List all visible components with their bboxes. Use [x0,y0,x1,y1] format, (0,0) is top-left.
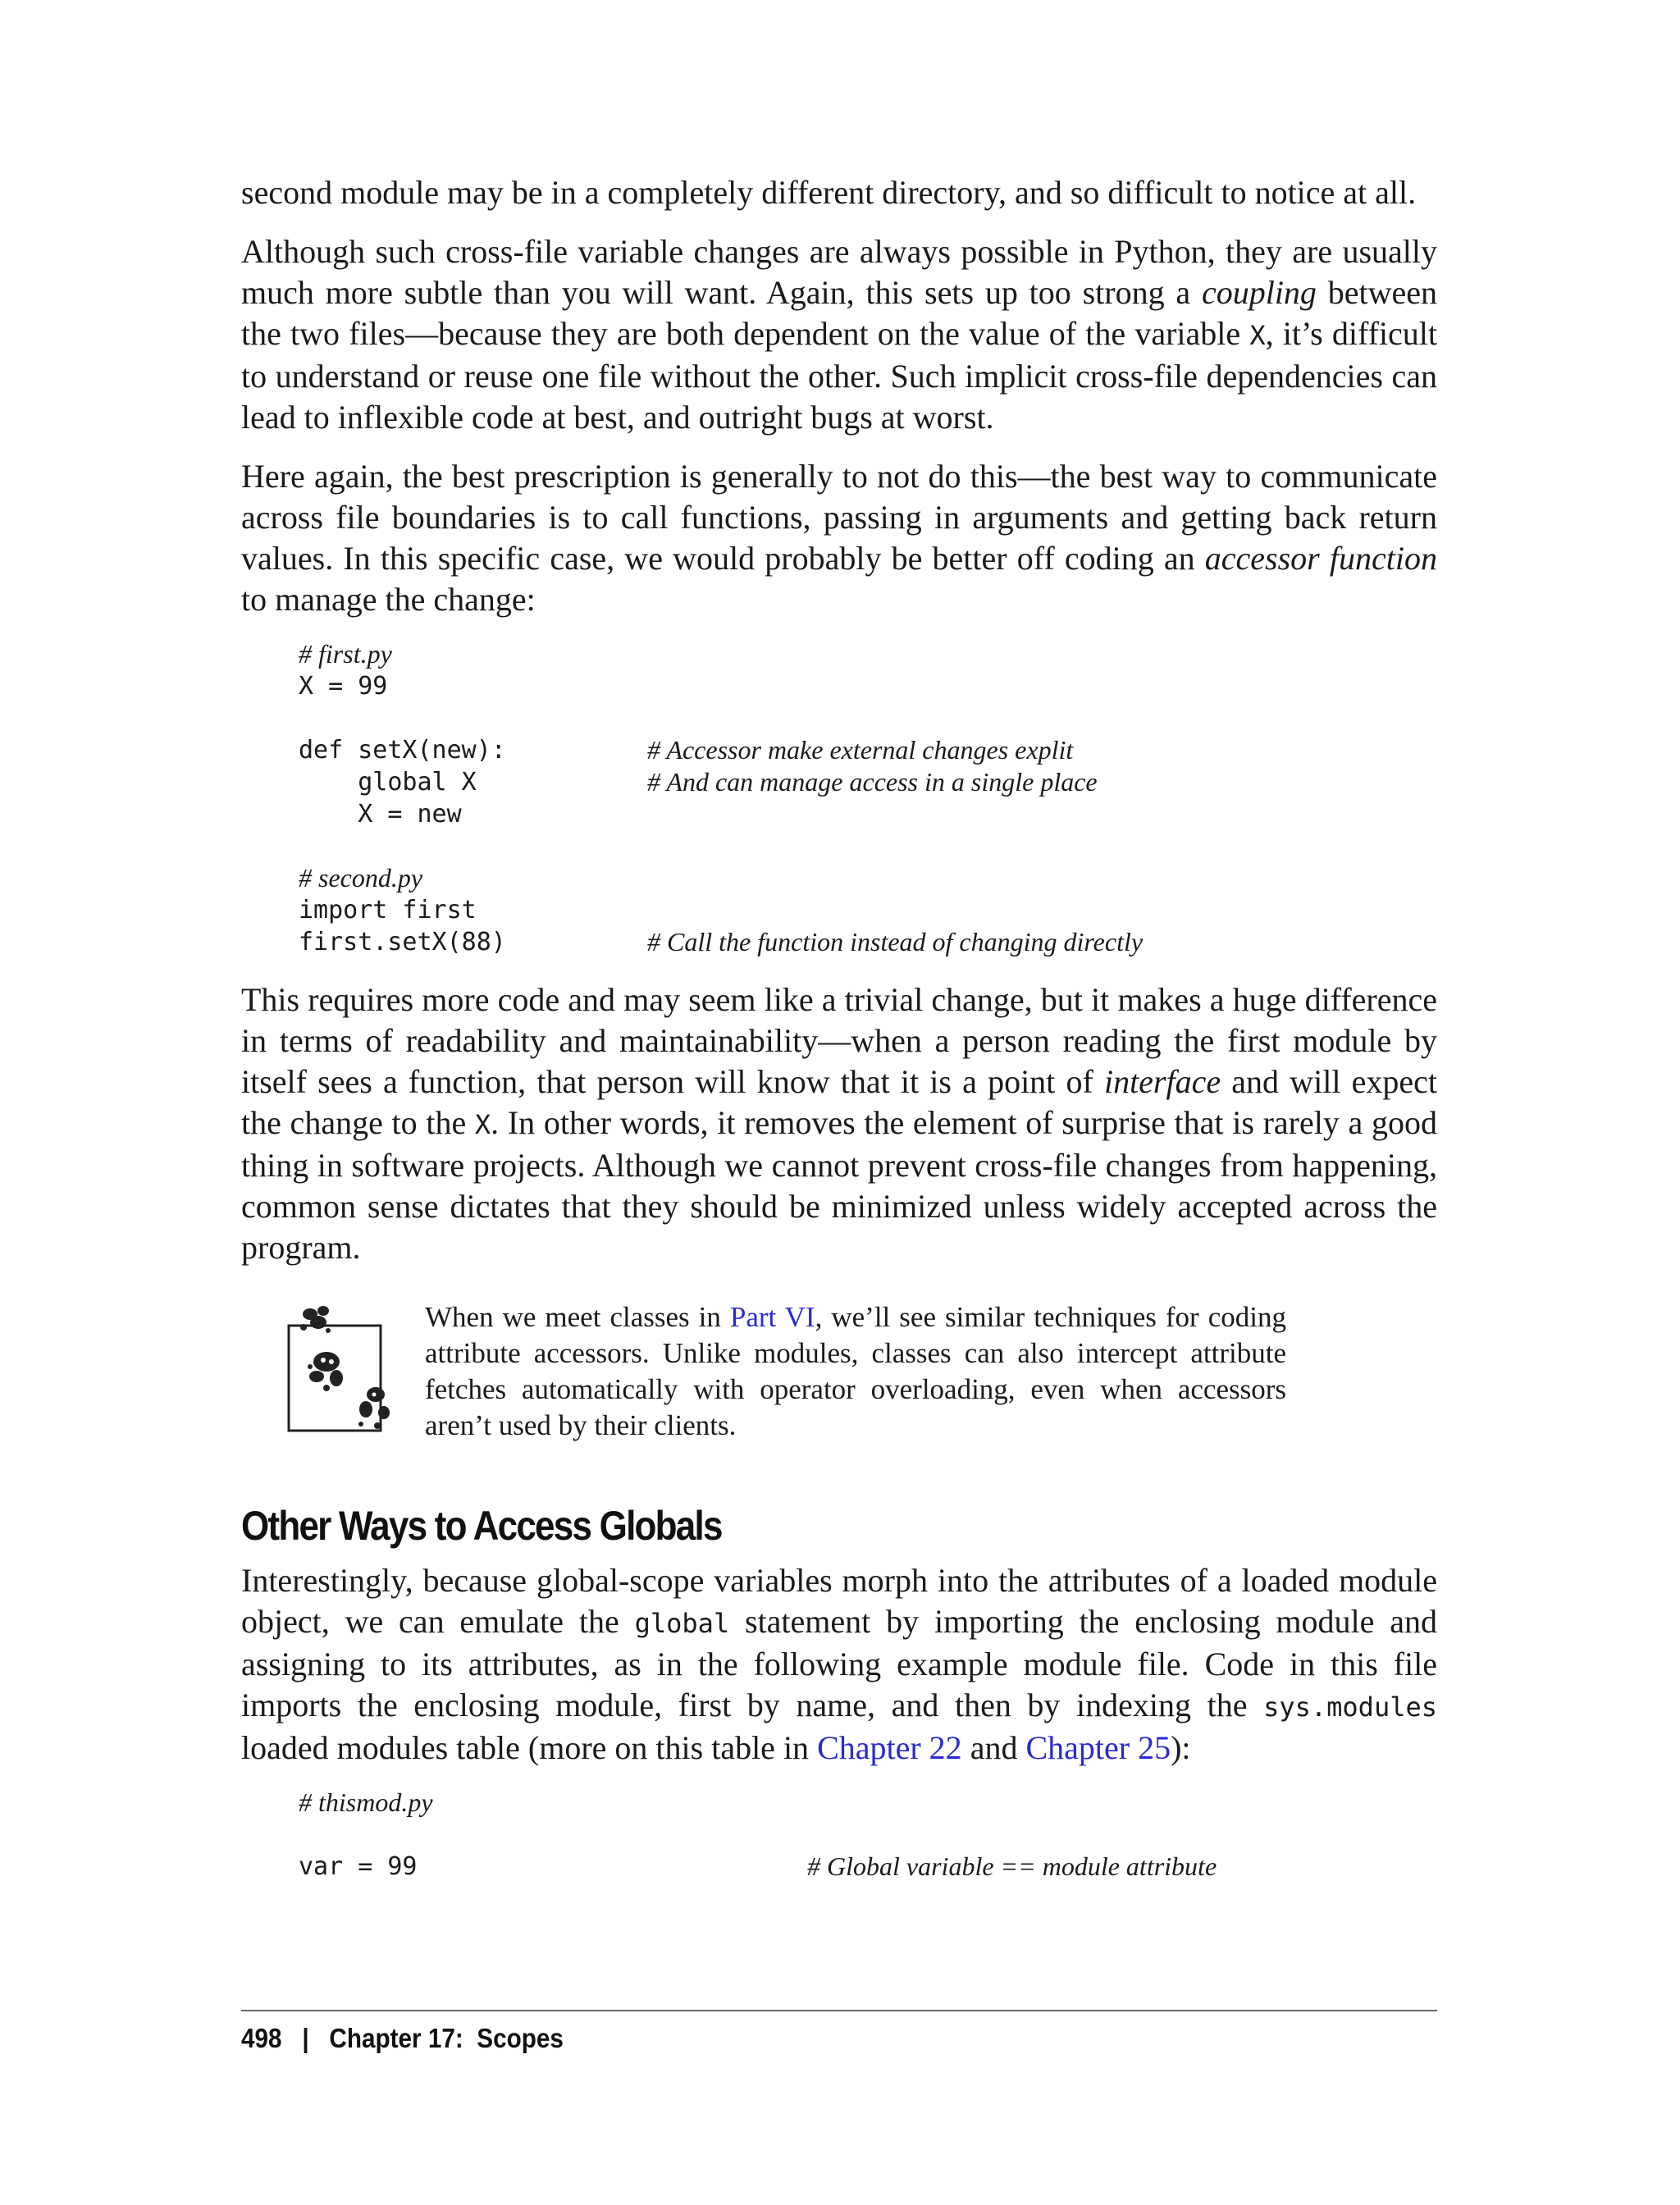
code-comment: # Accessor make external changes explit [647,735,1074,765]
link-chapter-25[interactable]: Chapter 25 [1025,1729,1171,1766]
page-footer [241,2023,564,2054]
paragraph-4-text-b: and will expect the change to the [241,1063,1437,1141]
paragraph-5-text-e: ): [1171,1729,1191,1766]
code-text: first.setX(88) [299,928,506,956]
footer-rule [241,2010,1437,2011]
paragraph-5-text-b: statement by importing the enclosing module and assigning to its attributes, as in the following example module file. Code in this file imports the enclosing module, first by name, and then by indexing the [241,1603,1437,1723]
code-comment: # first.py [299,639,392,669]
code-text: def setX(new): [299,736,506,765]
code-line [299,926,1437,958]
inline-code-sys-modules: sys.modules [1263,1691,1437,1723]
tip-note [241,1299,1437,1472]
code-line [299,638,1437,670]
code-line [299,1851,1437,1883]
code-line [299,862,1437,894]
code-line [299,766,1437,798]
tip-note-text [425,1299,1286,1444]
paragraph-2-text-b: between the two files—because they are both dependent on the value of the variable [241,274,1438,352]
footer-separator: | [302,2023,309,2053]
code-listing-thismod [299,1787,1437,1883]
code-comment: # And can manage access in a single place [647,767,1098,797]
code-text: var = 99 [299,1852,418,1881]
code-line [299,1787,1437,1819]
term-interface: interface [1103,1063,1221,1100]
term-coupling: coupling [1201,274,1317,311]
paragraph-3-text-a: Here again, the best prescription is generally to not do this—the best way to communicate across file boundaries is to call functions, passing in arguments and getting back return values. In this specific case, we would probably be better off coding an [241,458,1437,577]
code-line [299,670,1437,702]
paragraph-3-text-b: to manage the change: [241,581,536,618]
code-text: X = 99 [299,672,388,701]
paragraph-1-text: second module may be in a completely different directory, and so difficult to notice at all. [241,174,1417,211]
term-accessor-function: accessor function [1204,540,1437,577]
page-content [241,172,1437,1904]
paragraph-5-text-a: Interestingly, because global-scope variables morph into the attributes of a loaded module object, we can emulate the [241,1562,1437,1640]
paragraph-2-text-a: Although such cross-file variable changes are always possible in Python, they are usually much more subtle than you will want. Again, this sets up too strong a [241,233,1437,311]
paragraph-2-text-c: , it’s difficult to understand or reuse one file without the other. Such implicit cross-file dependencies can lead to inflexible code at best, and outright bugs at worst. [241,315,1438,436]
tip-note-text-a: When we meet classes in [425,1301,730,1333]
inline-code-global: global [634,1608,730,1639]
link-part-vi[interactable]: Part VI [729,1301,815,1333]
code-text: import first [299,896,477,924]
paragraph-5-text-c: loaded modules table (more on this table in [241,1729,818,1766]
code-line [299,894,1437,926]
code-text: global X [299,768,477,797]
code-blank-line [299,1819,1437,1851]
code-comment: # Global variable == module attribute [807,1851,1217,1881]
inline-code-x: X [1249,320,1266,351]
code-text: X = new [299,800,462,829]
tip-note-text-b: , we’ll see similar techniques for coding attribute accessors. Unlike modules, classes can also intercept attribute fetches automatically with operator overloading, even when accessors aren’t used by their clients. [425,1301,1286,1441]
link-chapter-22[interactable]: Chapter 22 [817,1729,962,1766]
page-number: 498 [241,2023,282,2053]
paragraph-5 [241,1560,1437,1769]
raccoon-tip-icon [285,1303,392,1442]
paragraph-1 [241,172,1437,213]
code-blank-line [299,830,1437,862]
paragraph-4-text-a: This requires more code and may seem like a trivial change, but it makes a huge difference in terms of readability and maintainability—when a person reading the first module by itself sees a function, that person will know that it is a point of [241,981,1437,1100]
code-comment: # thismod.py [299,1787,433,1817]
paragraph-4 [241,979,1437,1268]
paragraph-5-text-d: and [961,1729,1026,1766]
code-comment: # Call the function instead of changing directly [647,927,1144,956]
paragraph-4-text-c: . In other words, it removes the element of surprise that is rarely a good thing in software projects. Although we cannot prevent cross-file changes from happening, common sense dictates that they should be minimized unless widely accepted across the program. [241,1104,1437,1266]
code-line [299,798,1437,830]
section-heading: Other Ways to Access Globals [241,1503,722,1549]
inline-code-x: X [474,1109,491,1140]
footer-chapter-title: Chapter 17: Scopes [329,2023,564,2053]
paragraph-3 [241,456,1437,620]
code-listing-first-second [299,638,1437,958]
code-blank-line [299,702,1437,734]
paragraph-2 [241,231,1437,438]
code-comment: # second.py [299,863,423,892]
code-line [299,734,1437,766]
